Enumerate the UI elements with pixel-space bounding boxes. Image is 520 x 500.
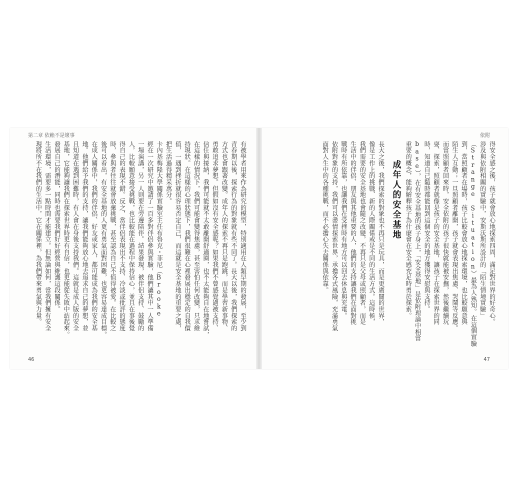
left-page: [10, 128, 259, 369]
text-column: 長大之後，我們探索的對象也不再只是玩具，而是更廣闊的世界，: [377, 141, 384, 326]
text-column: 重要的概念，能夠解釋孩子為什麼會在安全感充足時勇於探索。: [404, 141, 412, 319]
right-page-number: 47: [483, 357, 490, 363]
text-column: （Strange Situation）最為人熟知。在這個實驗: [469, 141, 477, 347]
left-page-number: 46: [28, 357, 35, 363]
text-column: 把生活過得精采萬分。: [164, 141, 172, 205]
text-column: 一場演講，另一人則要在旁邊陪伴。結果發現，被伴侶支持、鼓勵的: [136, 141, 144, 332]
text-column: 得安全感之後，孩子就會放心地探索四周，滿足對世界的好奇心。: [488, 141, 495, 326]
text-column: 信任與接納，我們可能就不太敢離開舒適圈，也不太能夠自在地嘗試，: [201, 141, 209, 338]
text-column: 我們需要的安全基地也會隨之改變，不再只是父母或照顧者，而是: [358, 141, 366, 326]
text-column: 而當照顧者回來時，安全依附的孩子很快就能被安撫，然後繼續玩: [441, 141, 449, 326]
text-column: 像是工作上的挑戰、新的人際關係或是不同的生活方式。這時候，: [367, 141, 375, 326]
text-column: 發展自己的潛能，同時也需要我們好好經營與維護這段關係。: [53, 141, 60, 313]
text-column: 青春期以後，探索行為的對象就有些不同了。長大以後，我們探索的: [229, 141, 237, 332]
right-running-head: 依附: [479, 133, 490, 139]
text-column: 涉及與依附相關的實驗中，安斯沃斯所設計的「陌生情境實驗」: [478, 141, 486, 319]
text-column: 後可以看出，有安全基地的人更有勇氣面對困難，也更容易達成目標。: [99, 141, 107, 338]
text-column: 面對人生中的各種挑戰，而不必擔心失去關係與依靠。: [321, 141, 329, 294]
text-column: 勇敢追求夢想。但假如沒有安全感呢？如果我們不曾感覺過被支持、: [211, 141, 219, 332]
left-running-head: 第二章 依賴不是壞事: [28, 133, 75, 139]
section-title: 成年人的安全基地: [391, 160, 401, 240]
text-column: 到，當照顧者在場時，孩子比較會放心地探索環境，也比較願意與: [460, 141, 468, 326]
text-column: 卡內基梅隆大學關係實驗室主任布魯克・菲尼（Brooke: [155, 141, 163, 318]
text-column: 且知道在遇到困難時，有人會在身後支持我們。這就是成人版的安全: [71, 141, 79, 332]
text-column: 經在一次研究中邀請了一百多對伴侶參與實驗，他們讓其中一人準備: [146, 141, 153, 332]
text-column: 陌生人互動；一旦照顧者離開，孩子就會表現出焦慮、哭鬧等反應。: [450, 141, 458, 332]
text-column: 地。他們給予我們的支持，讓我們能夠放心地去追求自己的夢想，並: [80, 141, 88, 332]
text-column: 依附對象的支持，我們可以盡情探索世界，承擔各式風險，充滿勇氣: [330, 141, 338, 332]
text-column: 戰時有所依靠，也讓我們在受挫時有地方可以回去休息與充電。: [339, 141, 347, 319]
text-column: base），在有安全基地的孩子身上，「安全基地」是依附理論中相當: [413, 141, 421, 342]
text-column: 持現狀。在這樣的心理狀態下，我們很難在心裡發展出穩定的自我價: [183, 141, 191, 332]
text-column: 基地，它能夠讓我們在探索世界時更有自信，也更能從失敗中站起來。: [62, 141, 70, 338]
right-page: [259, 128, 508, 369]
text-column: 耍、探索，照顧者就像是孩子的安全基地，讓孩子在探索世界的同: [432, 141, 440, 326]
text-column: 生活中的伴侶、朋友與其他重要的人，他們的支持讓我們在面對挑: [349, 141, 357, 326]
text-column: 時，知道自己隨時都能回到這個安全的地方獲得安慰與支持。: [422, 141, 430, 313]
text-column: 現將所不在我們的生活中，它在關係裡，為我們帶來勇氣與力量。: [34, 141, 42, 326]
text-column: 時，參與者往往就會放棄挑戰，甚至認為自己不值得被愛。在比較之: [108, 141, 116, 332]
text-column: 得自己的表現不錯。反之，當伴侶表現出不支持、冷淡或批評的態度: [118, 141, 126, 332]
text-column: 方式也會跟著改變。成年人的探索不再只是跑跳，而是學習新事物、: [220, 141, 228, 332]
book-spread: [10, 128, 508, 369]
text-column: 生活環境，需要多一點時間才能建立。但無論如何，當我們擁有安全: [43, 141, 51, 332]
text-column: 人，比較願意接受挑戰，也比較能在過程中保持信心，並且在事後覺: [127, 141, 135, 332]
text-column: 在成人關係中，我們的伴侶、好友或家人，都可能成為我們的安全基: [90, 141, 98, 332]
text-column: 值，一遇到挫折就很容易否定自己，而這就是安全基地的重要之處，: [173, 141, 181, 332]
text-column: 有被學者用來作為研究的模型，特別適用在人類早期的發展，至少到: [239, 141, 246, 332]
text-column: 在這樣的情況下，我們可能會變得焦慮，甚至害怕任何改變，只求維: [192, 141, 200, 332]
